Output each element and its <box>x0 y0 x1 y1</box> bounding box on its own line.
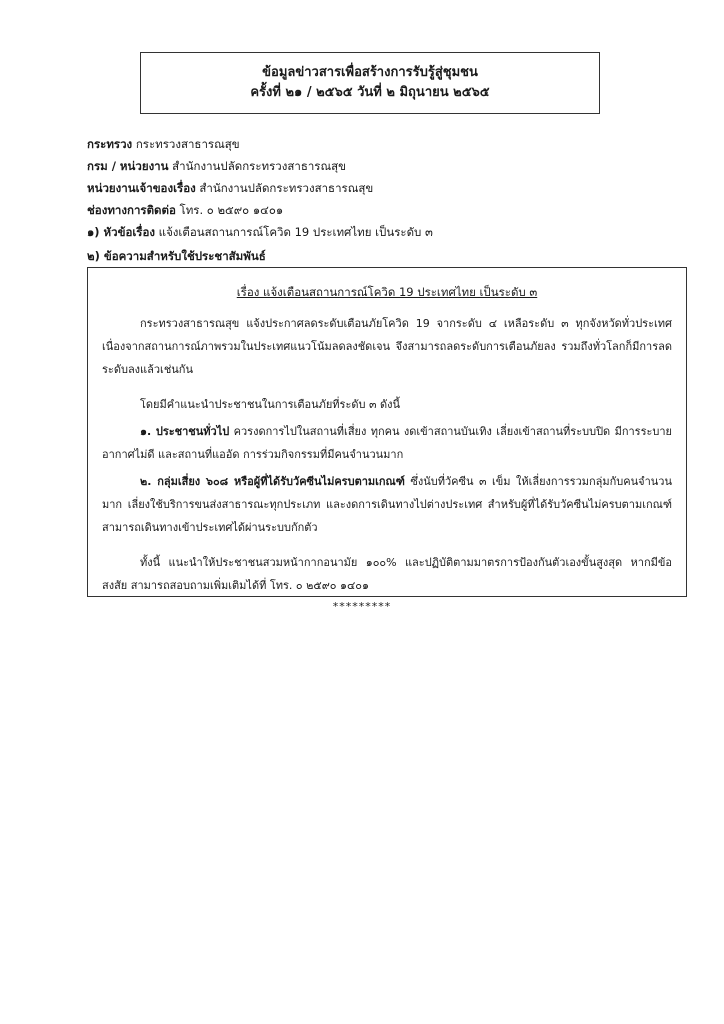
meta-ministry-label: กระทรวง <box>87 137 133 151</box>
pr-item-1-text: ควรงดการไปในสถานที่เสี่ยง ทุกคน งดเข้าสถานบันเทิง เลี่ยงเข้าสถานที่ระบบปิด มีการระบายอากาศไม่ดี และสถานที่แออัด การร่วมกิจกรรมที่มีคนจำนวนมาก <box>102 425 672 461</box>
meta-contact <box>87 199 647 221</box>
meta-contact-label: ช่องทางการติดต่อ <box>87 203 176 217</box>
meta-contact-value: โทร. ๐ ๒๕๙๐ ๑๔๐๑ <box>179 203 284 217</box>
document-meta <box>87 133 647 243</box>
end-marker: ********* <box>332 600 392 613</box>
pr-message-title: เรื่อง แจ้งเตือนสถานการณ์โควิด 19 ประเทศไทย เป็นระดับ ๓ <box>236 285 538 299</box>
meta-department-value: สำนักงานปลัดกระทรวงสาธารณสุข <box>172 159 347 173</box>
pr-paragraph-2: โดยมีคำแนะนำประชาชนในการเตือนภัยที่ระดับ ๓ ดังนี้ <box>140 398 401 411</box>
pr-message-box <box>87 267 687 597</box>
meta-owner-label: หน่วยงานเจ้าของเรื่อง <box>87 181 196 195</box>
pr-item-2-text: ซึ่งนับที่วัคซีน ๓ เข็ม ให้เลี่ยงการรวมกลุ่มกับคนจำนวนมาก เลี่ยงใช้บริการขนส่งสาธารณะทุกประเภท และงดการเดินทางไปต่างประเทศ สำหรับผู้ที่ได้รับวัคซีนไม่ครบตามเกณฑ์ สามารถเดินทางเข้าประเทศได้ผ่านระบบกักตัว <box>102 475 673 534</box>
meta-ministry <box>87 133 647 155</box>
meta-department-label: กรม / หน่วยงาน <box>87 159 169 173</box>
header-issue-date: ครั้งที่ ๒๑ / ๒๕๖๕ วันที่ ๒ มิถุนายน ๒๕๖๕ <box>250 85 490 100</box>
header-title: ข้อมูลข่าวสารเพื่อสร้างการรับรู้สู่ชุมชน <box>262 65 478 80</box>
pr-paragraph-3: ทั้งนี้ แนะนำให้ประชาชนสวมหน้ากากอนามัย ๑๐๐% และปฏิบัติตามมาตรการป้องกันตัวเองขั้นสูงสุด หากมีข้อสงสัย สามารถสอบถามเพิ่มเติมได้ที่ โทร. ๐ ๒๕๙๐ ๑๔๐๑ <box>102 556 672 592</box>
pr-paragraph-1: กระทรวงสาธารณสุข แจ้งประกาศลดระดับเตือนภัยโควิด 19 จากระดับ ๔ เหลือระดับ ๓ ทุกจังหวัดทั่วประเทศ เนื่องจากสถานการณ์ภาพรวมในประเทศแนวโน้มลดลงชัดเจน จึงสามารถลดระดับการเตือนภัยลง รวมถึงทั่วโลกก็มีการลดระดับลงแล้วเช่นกัน <box>102 317 672 376</box>
header-box <box>140 52 600 114</box>
meta-owner-value: สำนักงานปลัดกระทรวงสาธารณสุข <box>199 181 374 195</box>
meta-owner <box>87 177 647 199</box>
pr-item-2-lead: ๒. กลุ่มเสี่ยง ๖๐๘ หรือผู้ที่ได้รับวัคซีนไม่ครบตามเกณฑ์ <box>140 475 405 488</box>
meta-ministry-value: กระทรวงสาธารณสุข <box>135 137 240 151</box>
section2-title: ๒) ข้อความสำหรับใช้ประชาสัมพันธ์ <box>87 249 266 263</box>
meta-subject <box>87 221 647 243</box>
pr-item-1-lead: ๑. ประชาชนทั่วไป <box>140 425 230 438</box>
meta-subject-label: ๑) หัวข้อเรื่อง <box>87 225 155 239</box>
meta-department <box>87 155 647 177</box>
pr-item-general-public <box>102 420 672 466</box>
meta-subject-value: แจ้งเตือนสถานการณ์โควิด 19 ประเทศไทย เป็นระดับ ๓ <box>158 225 433 239</box>
pr-item-risk-group <box>102 470 672 539</box>
